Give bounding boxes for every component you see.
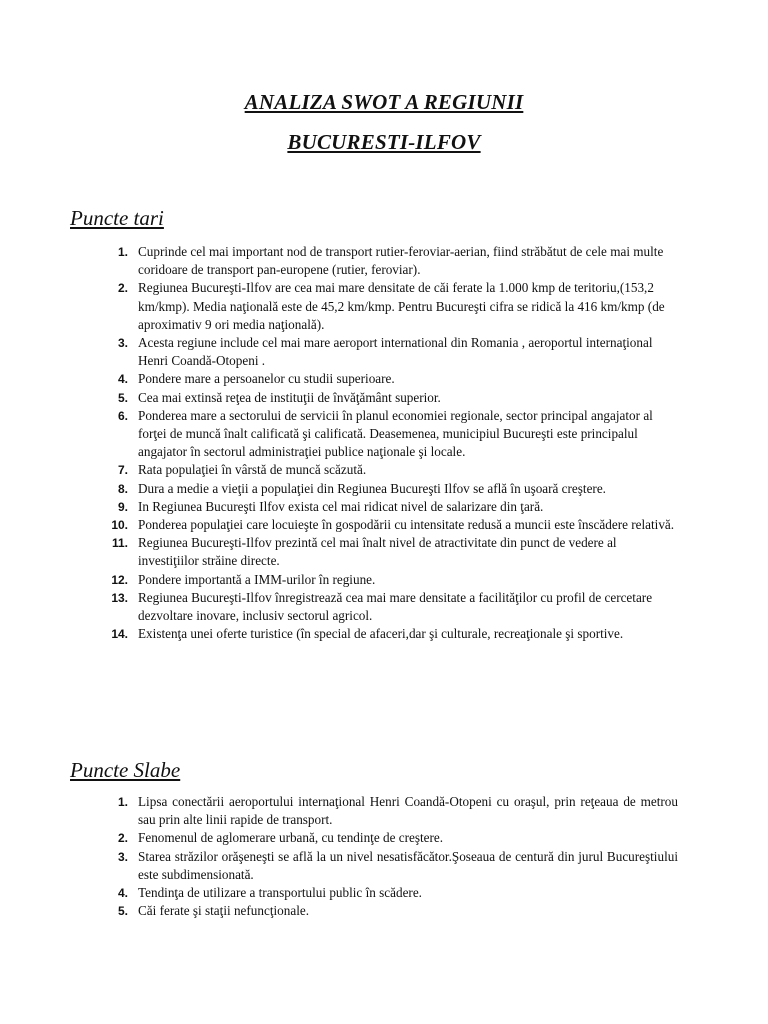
list-item [98, 848, 678, 884]
list-item-number: 1. [117, 245, 128, 259]
list-item [98, 279, 678, 334]
document-title-line1: ANALIZA SWOT A REGIUNII [244, 90, 524, 114]
list-item [98, 498, 678, 516]
list-item-text: Acesta regiune include cel mai mare aeroport international din Romania , aeroportul internaţional Henri Coandă-Otopeni . [138, 335, 653, 369]
list-item-text: Ponderea populaţiei care locuieşte în gospodării cu intensitate redusă a muncii este înscădere relativă. [138, 517, 675, 533]
list-item-text: Pondere mare a persoanelor cu studii superioare. [138, 371, 395, 387]
list-item-text: In Regiunea Bucureşti Ilfov exista cel mai ridicat nivel de salarizare din ţară. [138, 498, 544, 514]
list-item-text: Lipsa conectării aeroportului internaţional Henri Coandă-Otopeni cu oraşul, prin reţeaua de metrou sau prin alte linii rapide de transport. [138, 794, 678, 828]
list-item-number: 1. [117, 795, 128, 809]
list-item [98, 829, 678, 847]
list-item [98, 334, 678, 370]
list-item [98, 902, 678, 920]
list-item [98, 480, 678, 498]
list-item-number: 14. [111, 627, 128, 642]
list-item [98, 534, 678, 570]
list-item-number: 4. [117, 886, 128, 901]
list-item-text: Cuprinde cel mai important nod de transport rutier-feroviar-aerian, fiind străbătut de cele mai multe coridoare de transport pan-europene (rutier, feroviar). [138, 244, 664, 278]
list-item [98, 571, 678, 589]
list-item [98, 625, 678, 643]
list-item [98, 884, 678, 902]
list-item [98, 793, 678, 829]
list-item-text: Tendinţa de utilizare a transportului public în scădere. [138, 885, 422, 901]
list-item-number: 6. [117, 408, 128, 423]
list-item-number: 7. [117, 463, 128, 478]
list-item-text: Căi ferate şi staţii nefuncţionale. [138, 903, 310, 919]
list-item-number: 4. [117, 372, 128, 387]
list-item [98, 589, 678, 625]
list-item [98, 461, 678, 479]
list-item-number: 10. [111, 518, 128, 533]
document-title-line2: BUCURESTI-ILFOV [287, 130, 481, 154]
list-item-number: 5. [117, 904, 128, 919]
list-item [98, 516, 678, 534]
list-item [98, 407, 678, 462]
list-item-text: Regiunea Bucureşti-Ilfov are cea mai mare densitate de căi ferate la 1.000 kmp de teritoriu,(153,2 km/kmp). Media naţională este de 45,2 km/kmp. Pentru Bucureşti cifra se ridică la 416 km/kmp (de aproximativ 9 ori media naţională). [138, 280, 665, 332]
list-item [98, 370, 678, 388]
list-item-number: 2. [117, 281, 128, 296]
list-item-number: 8. [117, 481, 128, 496]
weaknesses-heading: Puncte Slabe [70, 758, 181, 782]
list-item-number: 12. [111, 572, 128, 587]
list-item [98, 389, 678, 407]
list-item-number: 13. [111, 590, 128, 605]
list-item-text: Rata populaţiei în vârstă de muncă scăzută. [138, 462, 367, 478]
list-item-text: Dura a medie a vieţii a populaţiei din Regiunea Bucureşti Ilfov se află în uşoară creştere. [138, 480, 606, 496]
list-item-number: 9. [117, 499, 128, 514]
list-item-text: Starea străzilor orăşeneşti se află la un nivel nesatisfăcător.Şoseaua de centură din jurul Bucureştiului este subdimensionată. [138, 848, 678, 882]
list-item-text: Cea mai extinsă reţea de instituţii de învăţământ superior. [138, 389, 441, 405]
strengths-heading: Puncte tari [70, 206, 164, 230]
list-item-number: 11. [111, 536, 128, 551]
list-item [98, 243, 678, 279]
list-item-text: Regiunea Bucureşti-Ilfov înregistrează cea mai mare densitate a facilităţilor cu profil de cercetare dezvoltare inovare, inclusiv sectorul agricol. [138, 589, 653, 624]
weaknesses-list [98, 793, 678, 920]
list-item-number: 2. [117, 831, 128, 846]
list-item-text: Ponderea mare a sectorului de servicii în planul economiei regionale, sector principal angajator al forţei de muncă înalt calificată şi calificată. Deasemenea, municipiul Bucureşti este principalul angajator în sectorul administraţiei publice naţionale şi locale. [138, 407, 653, 460]
list-item-text: Existenţa unei oferte turistice (în special de afaceri,dar şi culturale, recreaţionale şi sportive. [138, 626, 624, 642]
list-item-text: Fenomenul de aglomerare urbană, cu tendinţe de creştere. [138, 830, 444, 846]
list-item-number: 3. [117, 336, 128, 351]
list-item-text: Regiunea Bucureşti-Ilfov prezintă cel mai înalt nivel de atractivitate din punct de vedere al investiţiilor străine directe. [138, 535, 617, 569]
list-item-text: Pondere importantă a IMM-urilor în regiune. [138, 571, 376, 587]
list-item-number: 5. [117, 390, 128, 405]
list-item-number: 3. [117, 849, 128, 864]
strengths-list [98, 243, 678, 643]
